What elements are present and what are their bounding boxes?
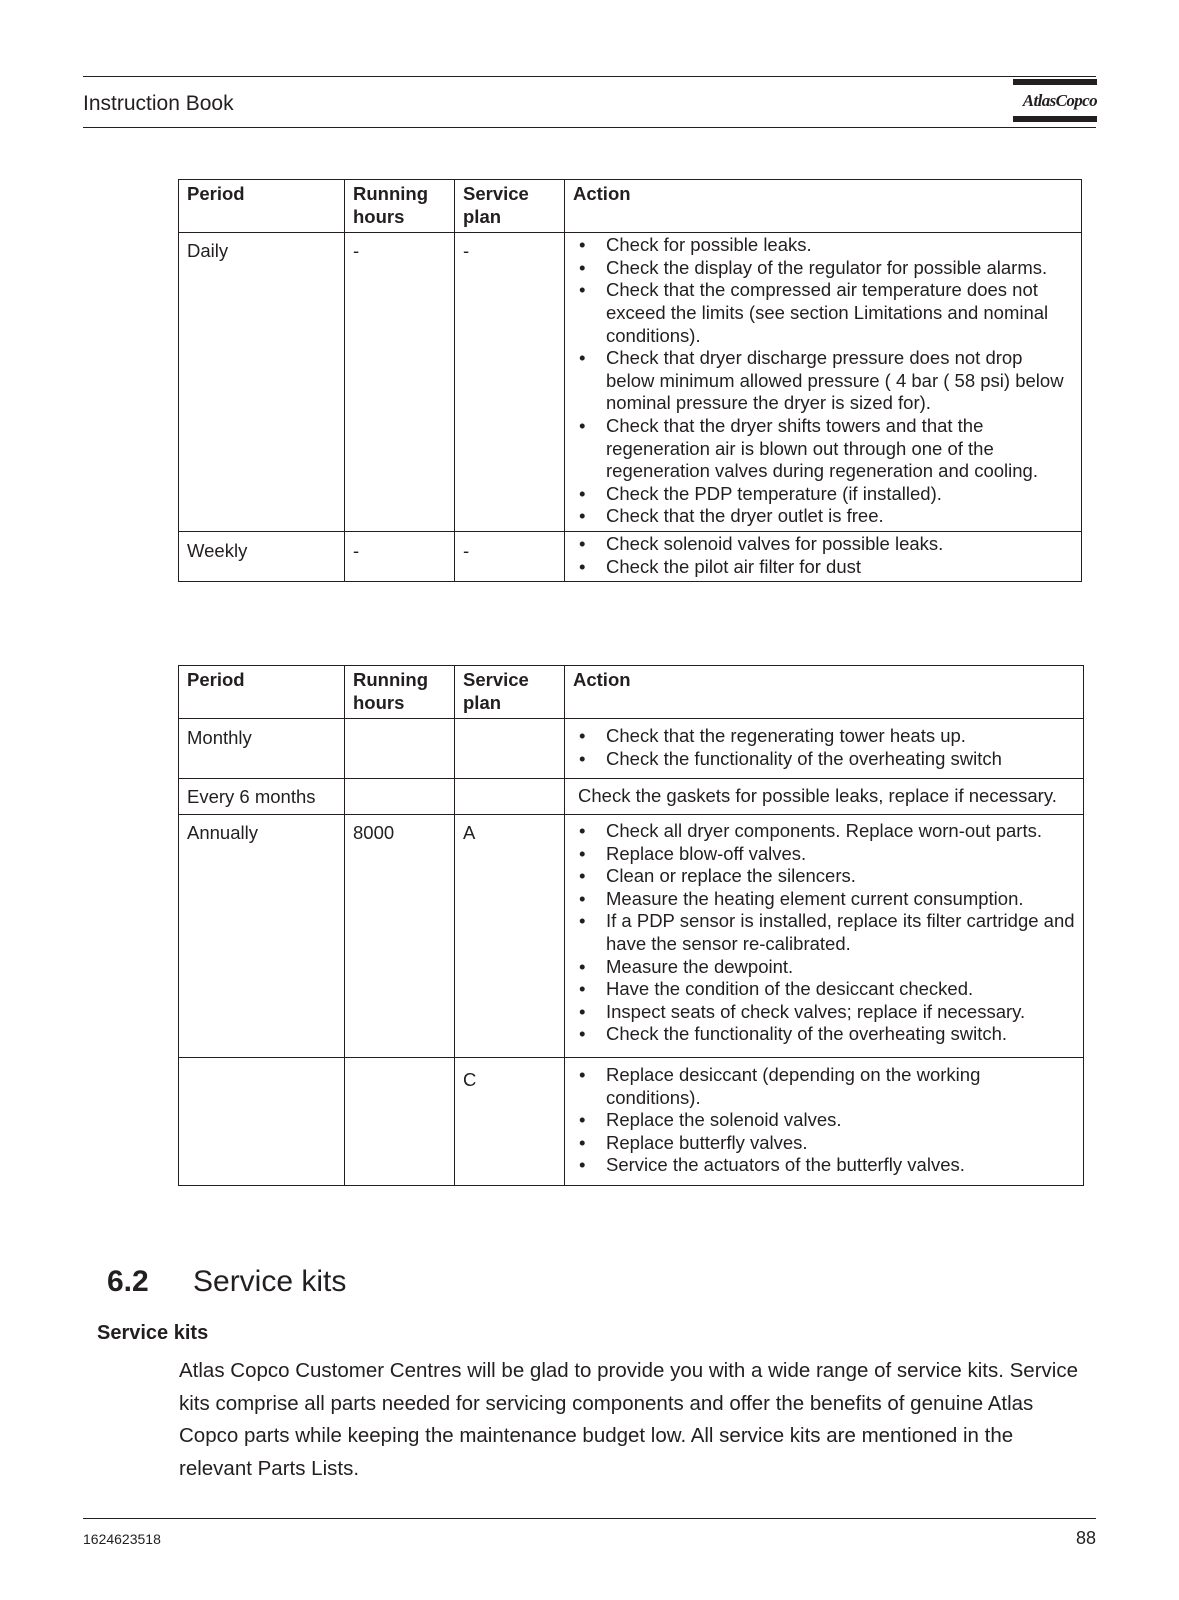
action-cell <box>565 1057 1084 1185</box>
action-item: • Measure the heating element current consumption. <box>606 888 1081 911</box>
service-plan-cell: C <box>455 1057 565 1185</box>
running-hours-cell: - <box>345 531 455 581</box>
action-cell <box>565 531 1082 581</box>
action-item: • Replace blow-off valves. <box>606 843 1081 866</box>
action-item: • Inspect seats of check valves; replace if necessary. <box>606 1001 1081 1024</box>
logo-bar-top <box>1013 79 1097 85</box>
table-row <box>179 233 1082 532</box>
running-hours-cell <box>345 719 455 779</box>
action-item: • Check the functionality of the overheating switch. <box>606 1023 1081 1046</box>
period-cell: Every 6 months <box>179 779 345 815</box>
action-item: • Check the PDP temperature (if installed). <box>606 483 1073 506</box>
header-title: Instruction Book <box>83 92 234 115</box>
header-running-hours: Running hours <box>345 180 455 233</box>
header-period: Period <box>179 666 345 719</box>
action-item: • Check that the dryer shifts towers and that the regeneration air is blown out through one of the regeneration valves during regeneration and cooling. <box>606 415 1073 483</box>
section-number: 6.2 <box>107 1265 149 1298</box>
logo-bar-bottom <box>1013 116 1097 122</box>
service-plan-cell <box>455 779 565 815</box>
action-item: • Clean or replace the silencers. <box>606 865 1081 888</box>
running-hours-cell: 8000 <box>345 814 455 1057</box>
running-hours-cell <box>345 779 455 815</box>
header-service-plan: Service plan <box>455 180 565 233</box>
section-title: Service kits <box>193 1265 347 1298</box>
action-item: • Check the pilot air filter for dust <box>606 556 1073 579</box>
action-list <box>573 820 1081 1046</box>
action-cell: Check the gaskets for possible leaks, replace if necessary. <box>565 779 1084 815</box>
action-item: • Check the functionality of the overheating switch <box>606 748 1075 771</box>
table-row <box>179 531 1082 581</box>
table-header-row <box>179 180 1082 233</box>
document-number: 1624623518 <box>83 1531 161 1547</box>
section-heading <box>107 1264 346 1300</box>
header-service-plan: Service plan <box>455 666 565 719</box>
header-period: Period <box>179 180 345 233</box>
action-item: • Replace the solenoid valves. <box>606 1109 1075 1132</box>
action-item: • Check the display of the regulator for possible alarms. <box>606 257 1073 280</box>
action-item: • Replace desiccant (depending on the working conditions). <box>606 1064 1075 1109</box>
header-rule-bottom <box>83 127 1096 128</box>
table-row <box>179 779 1084 815</box>
action-item: • Have the condition of the desiccant checked. <box>606 978 1081 1001</box>
period-cell: Annually <box>179 814 345 1057</box>
action-item: • Check that the dryer outlet is free. <box>606 505 1073 528</box>
action-cell <box>565 233 1082 532</box>
action-item: • Check all dryer components. Replace worn-out parts. <box>606 820 1081 843</box>
footer-rule <box>83 1518 1096 1519</box>
service-plan-cell <box>455 719 565 779</box>
action-item: • Check solenoid valves for possible leaks. <box>606 533 1073 556</box>
action-list <box>573 533 1073 578</box>
period-cell <box>179 1057 345 1185</box>
running-hours-cell <box>345 1057 455 1185</box>
logo-wordmark: AtlasCopco <box>1022 91 1097 110</box>
page-number: 88 <box>1075 1528 1096 1548</box>
table-row <box>179 814 1084 1057</box>
body-paragraph: Atlas Copco Customer Centres will be glad to provide you with a wide range of service kits. Service kits comprise all parts needed for servicing components and offer the benefits of genuine Atlas Copco parts while keeping the maintenance budget low. All service kits are mentioned in the relevant Parts Lists. <box>179 1359 1078 1480</box>
action-item: • Service the actuators of the butterfly valves. <box>606 1154 1075 1177</box>
action-item: • Check that the compressed air temperature does not exceed the limits (see section Limitations and nominal conditions). <box>606 279 1073 347</box>
atlas-copco-logo <box>1013 79 1097 125</box>
table-row <box>179 1057 1084 1185</box>
action-list <box>573 725 1075 770</box>
maintenance-table-periodic <box>178 665 1084 1186</box>
action-item: • Check that the regenerating tower heats up. <box>606 725 1075 748</box>
action-item: • Check that dryer discharge pressure does not drop below minimum allowed pressure ( 4 bar ( 58 psi) below nominal pressure the dryer is sized for). <box>606 347 1073 415</box>
subheading: Service kits <box>97 1322 209 1344</box>
period-cell: Daily <box>179 233 345 532</box>
table-header-row <box>179 666 1084 719</box>
action-item: • If a PDP sensor is installed, replace its filter cartridge and have the sensor re-calibrated. <box>606 910 1081 955</box>
period-cell: Monthly <box>179 719 345 779</box>
header-action: Action <box>565 666 1084 719</box>
action-cell <box>565 719 1084 779</box>
service-plan-cell: - <box>455 531 565 581</box>
service-plan-cell: - <box>455 233 565 532</box>
table-row <box>179 719 1084 779</box>
action-item: • Check for possible leaks. <box>606 234 1073 257</box>
maintenance-table-daily-weekly <box>178 179 1082 582</box>
action-item: • Replace butterfly valves. <box>606 1132 1075 1155</box>
header-rule-top <box>83 76 1096 77</box>
action-cell <box>565 814 1084 1057</box>
period-cell: Weekly <box>179 531 345 581</box>
running-hours-cell: - <box>345 233 455 532</box>
header-running-hours: Running hours <box>345 666 455 719</box>
action-list <box>573 1064 1075 1177</box>
header-action: Action <box>565 180 1082 233</box>
service-plan-cell: A <box>455 814 565 1057</box>
action-list <box>573 234 1073 528</box>
action-item: • Measure the dewpoint. <box>606 956 1081 979</box>
